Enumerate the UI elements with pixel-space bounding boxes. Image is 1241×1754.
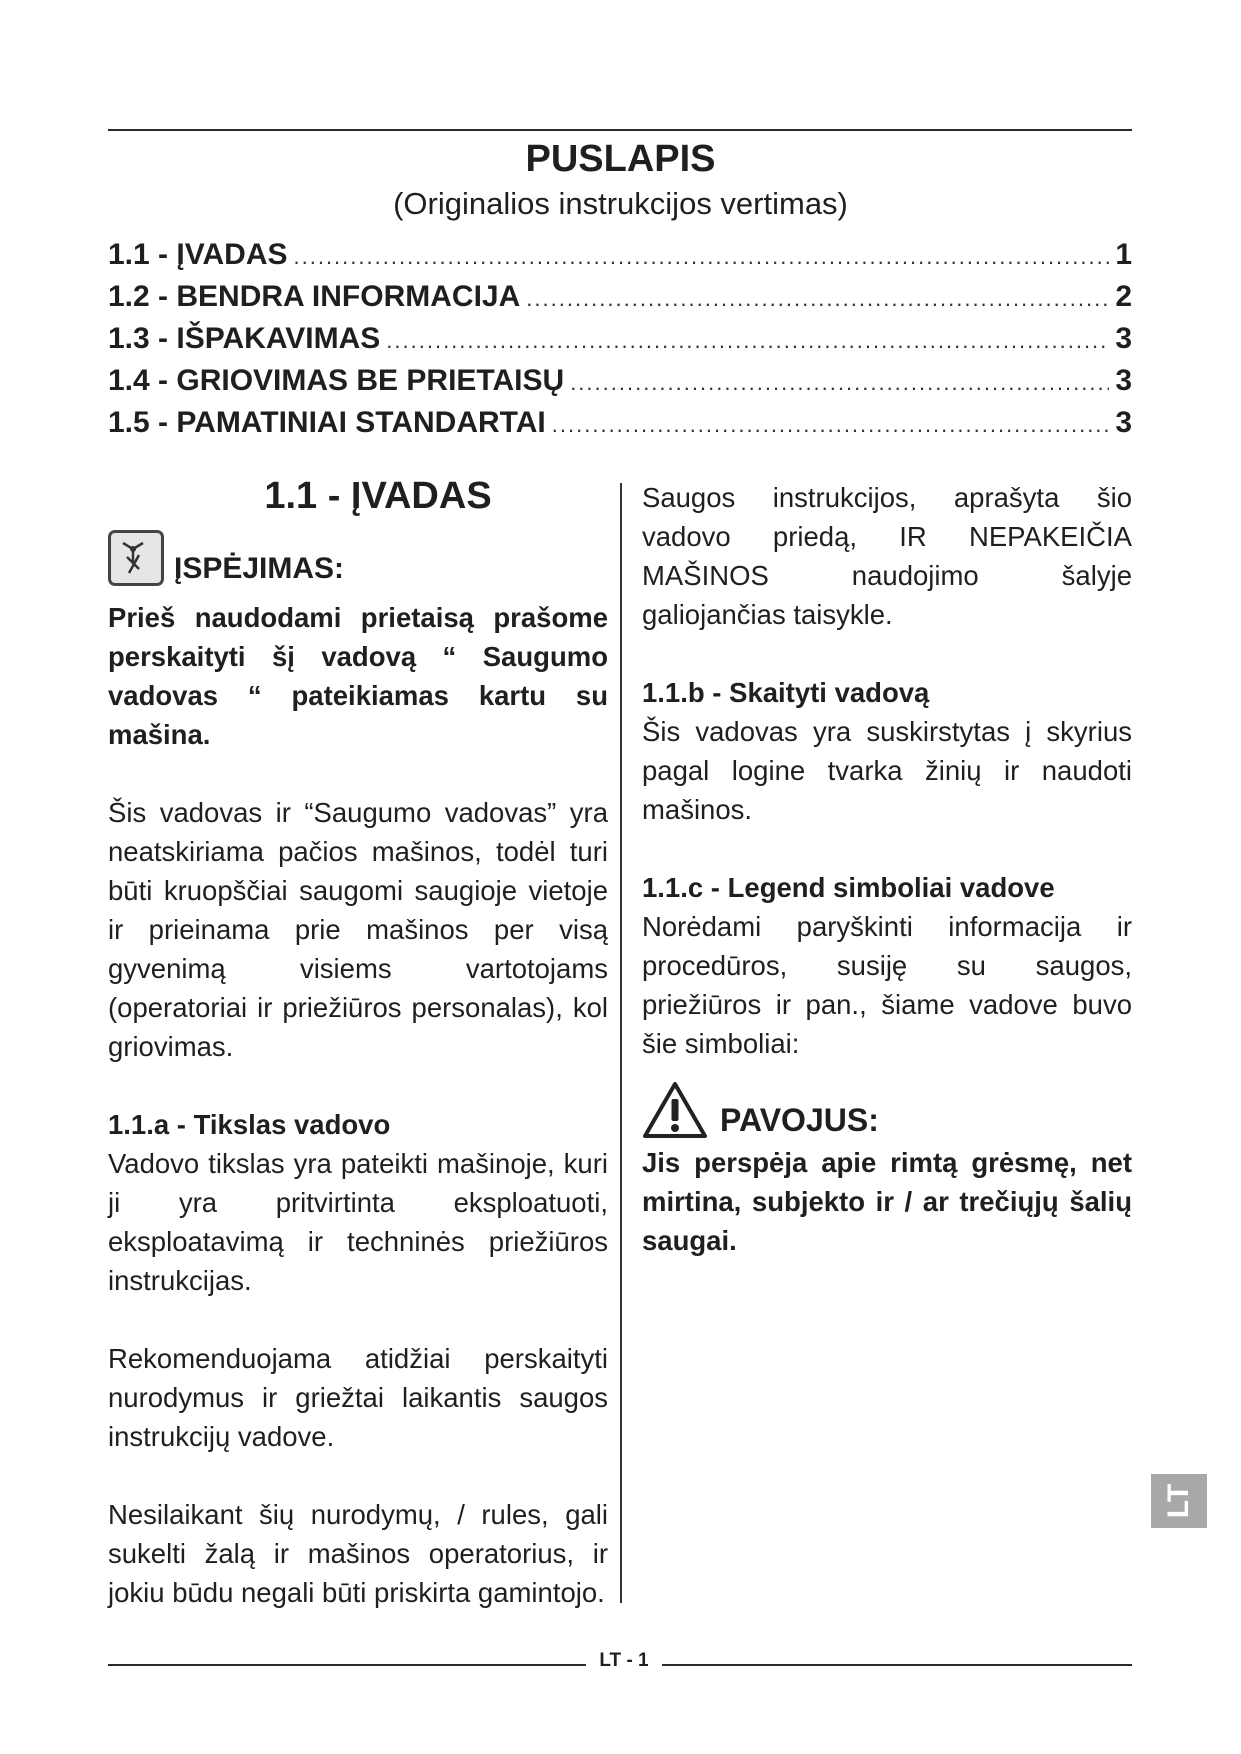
- toc-entry-page: 3: [1115, 364, 1132, 397]
- danger-label: PAVOJUS:: [720, 1102, 879, 1138]
- toc-entry[interactable]: [108, 280, 1132, 322]
- paragraph: Rekomenduojama atidžiai perskaityti nurodymus ir griežtai laikantis saugos instrukcijų vadove.: [108, 1343, 608, 1452]
- toc-entry[interactable]: [108, 364, 1132, 406]
- footer-rule-right: [662, 1664, 1132, 1666]
- toc-entry-page: 1: [1115, 238, 1132, 271]
- toc-entry-label: 1.1 - ĮVADAS: [108, 238, 288, 271]
- toc-entry[interactable]: [108, 238, 1132, 280]
- danger-triangle-icon: [642, 1081, 708, 1139]
- danger-heading: [642, 1081, 1132, 1139]
- paragraph: Saugos instrukcijos, aprašyta šio vadovo priedą, IR NEPAKEIČIA MAŠINOS naudojimo šalyje galiojančias taisykle.: [642, 482, 1132, 630]
- subsection-heading: 1.1.c - Legend simboliai vadove: [642, 872, 1055, 903]
- footer-page-number: LT - 1: [599, 1650, 649, 1671]
- toc-entry[interactable]: [108, 406, 1132, 448]
- paragraph: Šis vadovas yra suskirstytas į skyrius pagal logine tvarka žinių ir naudoti mašinos.: [642, 716, 1132, 825]
- paragraph: Šis vadovas ir “Saugumo vadovas” yra neatskiriama pačios mašinos, todėl turi būti kruopščiai saugomi saugioje vietoje ir prieinama prie mašinos per visą gyvenimą visiems vartotojams (operatoriai ir priežiūros personalas), kol griovimas.: [108, 797, 608, 1062]
- page-title: PUSLAPIS: [525, 138, 716, 180]
- paragraph: Norėdami paryškinti informacija ir procedūros, susiję su saugos, priežiūros ir pan., šiame vadove buvo šie simboliai:: [642, 911, 1132, 1059]
- column-divider: [620, 483, 622, 1603]
- warning-label: ĮSPĖJIMAS:: [174, 552, 345, 585]
- toc-entry-label: 1.3 - IŠPAKAVIMAS: [108, 322, 381, 355]
- language-tab: [1151, 1474, 1207, 1528]
- page-subtitle: (Originalios instrukcijos vertimas): [393, 186, 848, 221]
- toc-leader-dots: [386, 328, 1109, 354]
- toc-entry-label: 1.5 - PAMATINIAI STANDARTAI: [108, 406, 546, 439]
- toc-leader-dots: [294, 244, 1110, 270]
- toc-leader-dots: [570, 370, 1109, 396]
- toc-leader-dots: [552, 412, 1110, 438]
- toc-entry-label: 1.2 - BENDRA INFORMACIJA: [108, 280, 521, 313]
- top-rule: [108, 129, 1132, 131]
- subsection-heading: 1.1.b - Skaityti vadovą: [642, 677, 930, 708]
- toc-entry-label: 1.4 - GRIOVIMAS BE PRIETAISŲ: [108, 364, 565, 397]
- table-of-contents: [108, 238, 1132, 448]
- paragraph: Vadovo tikslas yra pateikti mašinoje, kuri ji yra pritvirtinta eksploatuoti, eksploatavimą ir techninės priežiūros instrukcijas.: [108, 1148, 608, 1296]
- warning-text: Prieš naudodami prietaisą prašome perskaityti šį vadovą “ Saugumo vadovas “ pateikiamas kartu su mašina.: [108, 602, 608, 750]
- toc-entry-page: 3: [1115, 322, 1132, 355]
- toc-entry[interactable]: [108, 322, 1132, 364]
- footer-rule-left: [108, 1664, 586, 1666]
- toc-leader-dots: [526, 286, 1109, 312]
- language-tab-label: LT: [1162, 1483, 1195, 1519]
- danger-text: Jis perspėja apie rimtą grėsmę, net mirtina, subjekto ir / ar trečiųjų šalių saugai.: [642, 1147, 1132, 1256]
- warning-manual-icon: [108, 530, 164, 586]
- toc-entry-page: 3: [1115, 406, 1132, 439]
- section-title: 1.1 - ĮVADAS: [264, 475, 492, 517]
- warning-heading: [108, 530, 608, 586]
- left-column: [108, 475, 608, 1612]
- paragraph: Nesilaikant šių nurodymų, / rules, gali sukelti žalą ir mašinos operatorius, ir jokiu būdu negali būti priskirta gamintojo.: [108, 1499, 608, 1608]
- right-column: [642, 478, 1132, 1260]
- subsection-heading: 1.1.a - Tikslas vadovo: [108, 1109, 391, 1140]
- toc-entry-page: 2: [1115, 280, 1132, 313]
